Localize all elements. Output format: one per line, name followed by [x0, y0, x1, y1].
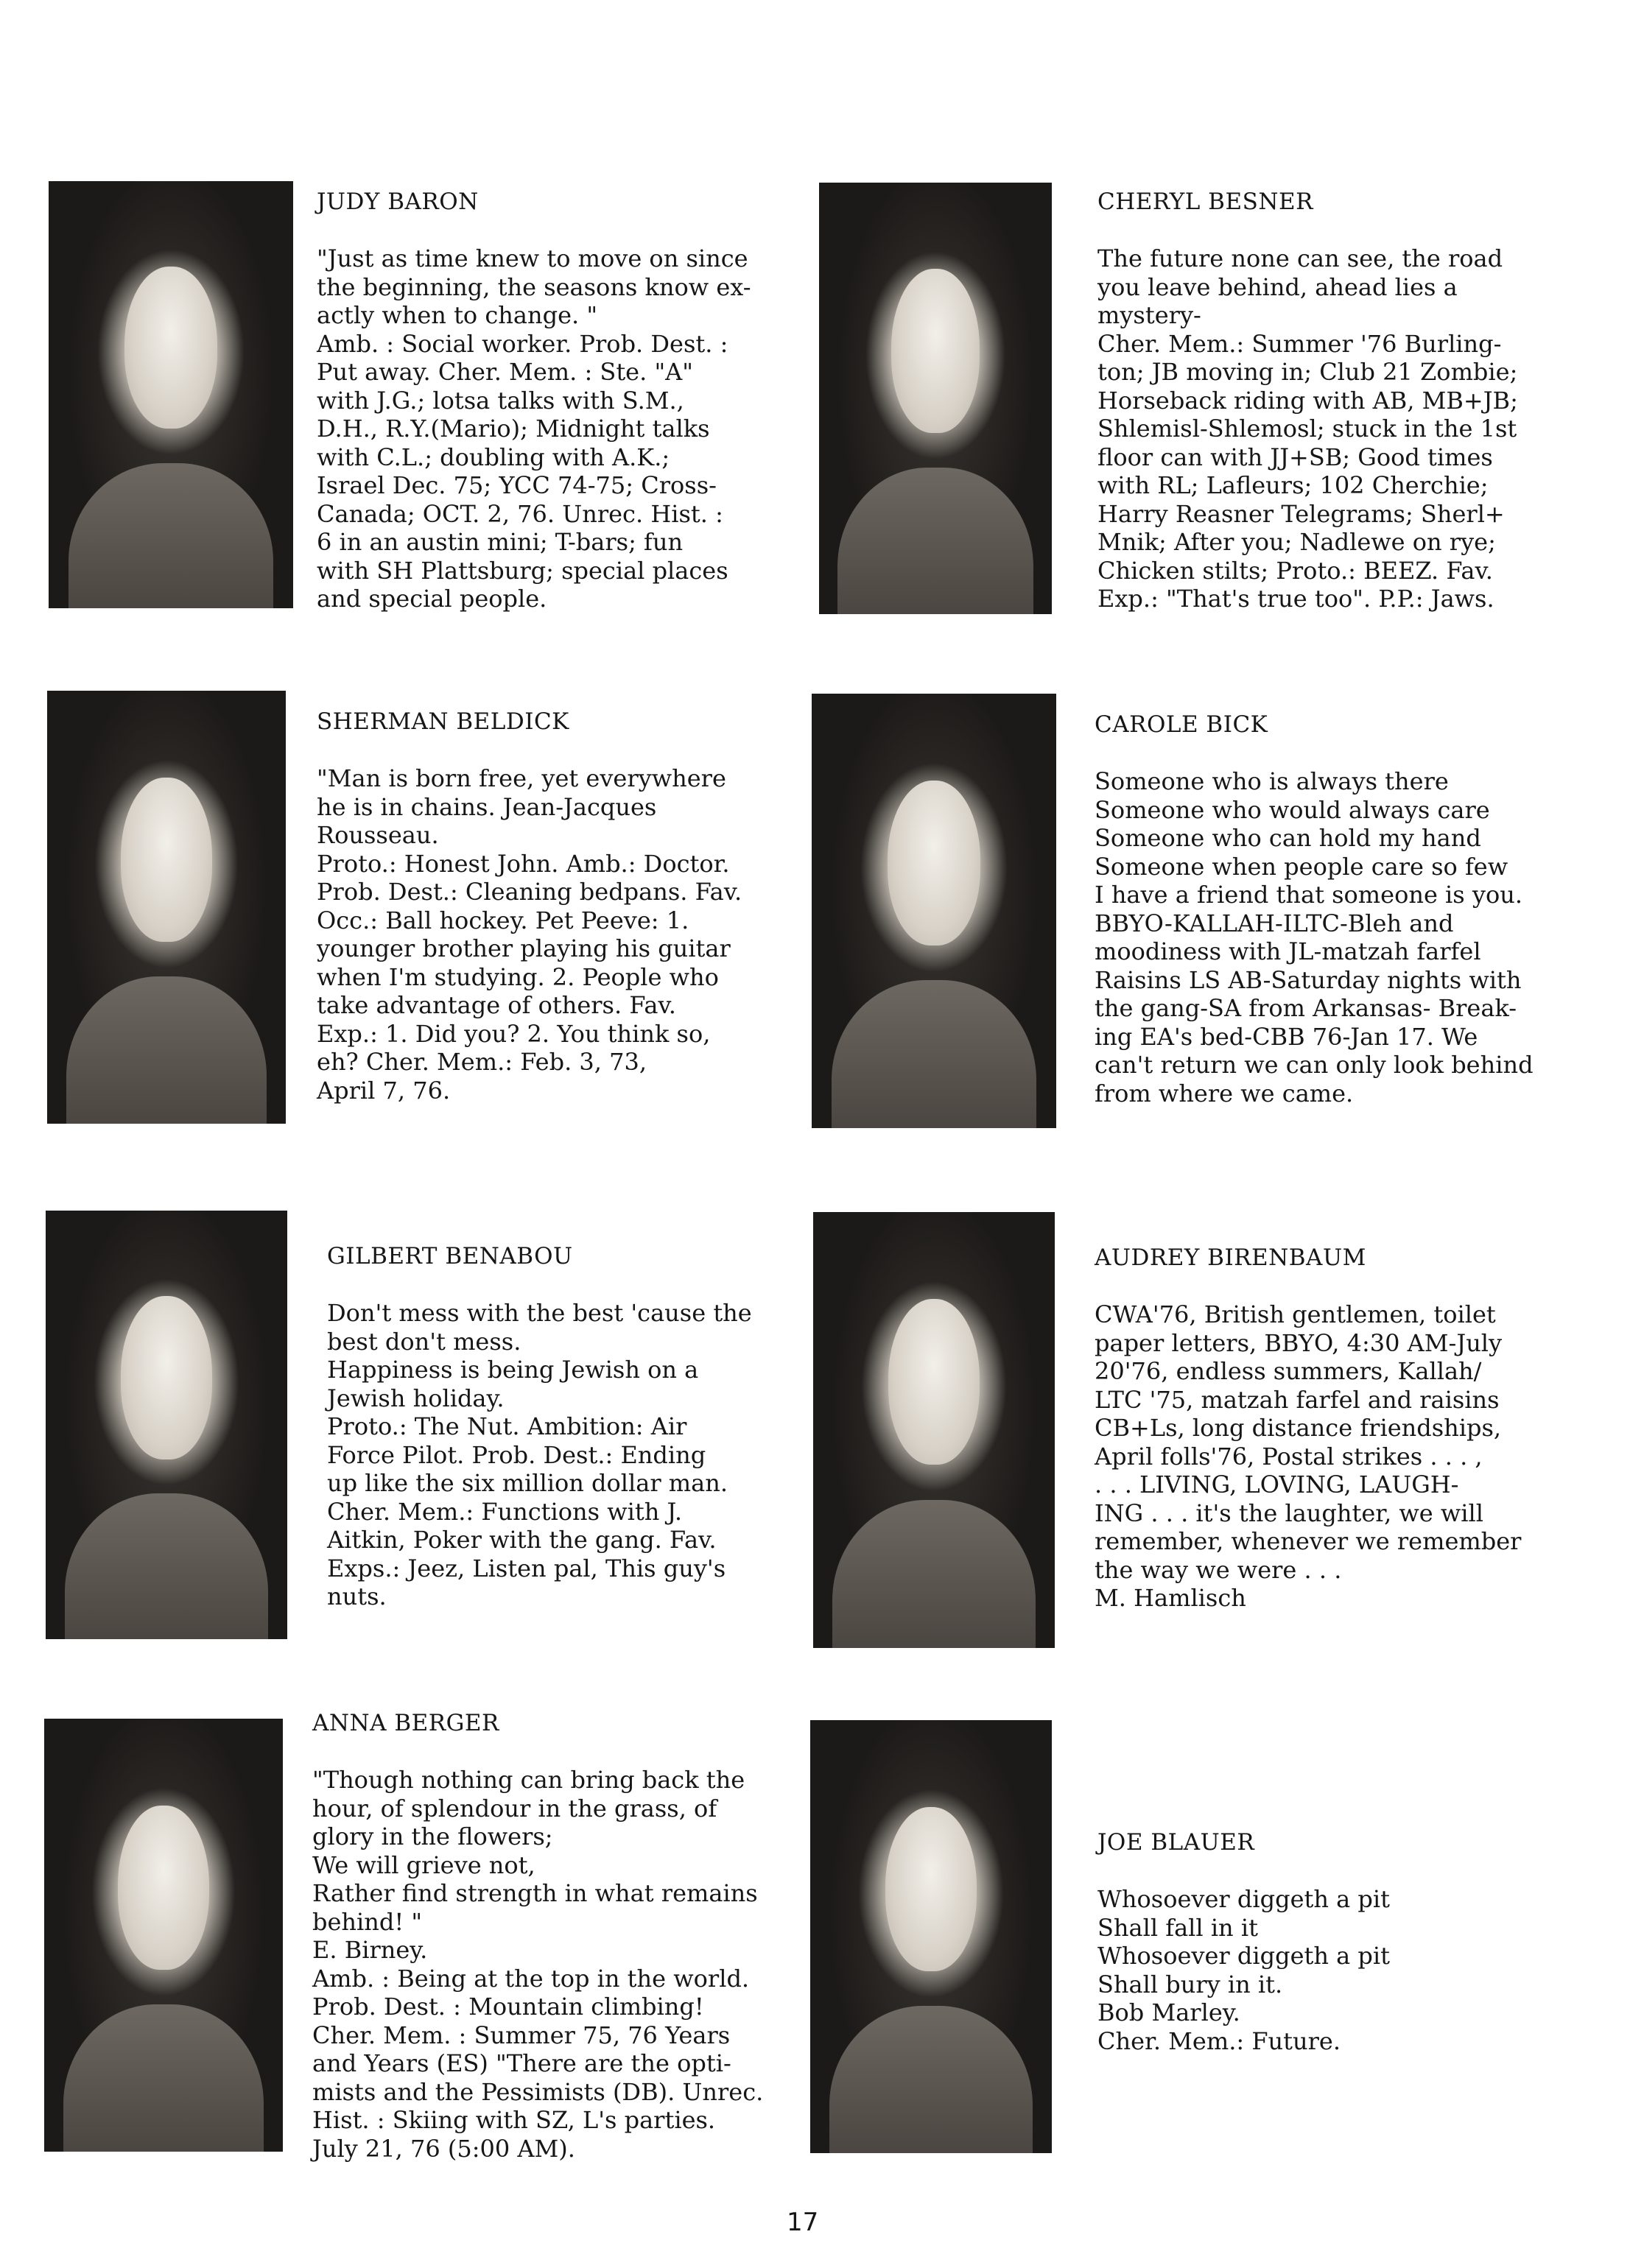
body-line: eh? Cher. Mem.: Feb. 3, 73, — [317, 1048, 647, 1076]
portrait-photo — [44, 1719, 283, 2152]
body-line: Force Pilot. Prob. Dest.: Ending — [327, 1440, 706, 1469]
body-line: paper letters, BBYO, 4:30 AM-July — [1095, 1328, 1503, 1357]
body-line: Harry Reasner Telegrams; Sherl+ — [1097, 499, 1505, 528]
portrait-face — [118, 1806, 208, 1970]
body-line: "Just as time knew to move on since — [317, 244, 748, 272]
portrait-photo — [812, 694, 1056, 1128]
portrait-photo — [47, 691, 286, 1124]
portrait-photo — [46, 1211, 287, 1639]
student-name: SHERMAN BELDICK — [317, 708, 569, 735]
body-line: Cher. Mem.: Functions with J. — [327, 1497, 683, 1526]
body-line: from where we came. — [1095, 1079, 1354, 1107]
body-line: Raisins LS AB-Saturday nights with — [1095, 965, 1522, 994]
body-line: BBYO-KALLAH-ILTC-Bleh and — [1095, 909, 1454, 937]
body-line: the gang-SA from Arkansas- Break- — [1095, 994, 1517, 1022]
body-line: Cher. Mem.: Future. — [1097, 2026, 1341, 2055]
body-line: with C.L.; doubling with A.K.; — [317, 443, 670, 471]
body-line: ING . . . it's the laughter, we will — [1095, 1498, 1483, 1527]
body-line: Aitkin, Poker with the gang. Fav. — [327, 1526, 717, 1554]
student-name: JOE BLAUER — [1097, 1829, 1255, 1856]
body-line: he is in chains. Jean-Jacques — [317, 792, 657, 821]
student-name: GILBERT BENABOU — [327, 1243, 573, 1269]
body-line: Shlemisl-Shlemosl; stuck in the 1st — [1097, 415, 1517, 443]
body-line: Whosoever diggeth a pit — [1097, 1942, 1390, 1970]
body-line: actly when to change. " — [317, 301, 598, 329]
portrait-face — [891, 269, 980, 433]
body-line: when I'm studying. 2. People who — [317, 962, 719, 991]
body-line: ton; JB moving in; Club 21 Zombie; — [1097, 358, 1518, 386]
body-line: glory in the flowers; — [312, 1822, 553, 1850]
body-line: Exps.: Jeez, Listen pal, This guy's — [327, 1554, 726, 1582]
portrait-face — [888, 1299, 980, 1465]
body-line: up like the six million dollar man. — [327, 1469, 728, 1497]
body-line: best don't mess. — [327, 1327, 521, 1356]
body-line: Mnik; After you; Nadlewe on rye; — [1097, 528, 1496, 556]
body-line: nuts. — [327, 1582, 387, 1610]
entry-body — [1097, 1885, 1390, 2055]
body-line: Happiness is being Jewish on a — [327, 1356, 699, 1384]
body-line: Horseback riding with AB, MB+JB; — [1097, 386, 1518, 415]
body-line: Someone who would always care — [1095, 795, 1490, 824]
body-line: LTC '75, matzah farfel and raisins — [1095, 1385, 1500, 1414]
body-line: Cher. Mem. : Summer 75, 76 Years — [312, 2021, 731, 2049]
body-line: and Years (ES) "There are the opti- — [312, 2049, 731, 2077]
portrait-face — [124, 267, 217, 429]
entry-body — [312, 1766, 763, 2163]
body-line: ing EA's bed-CBB 76-Jan 17. We — [1095, 1022, 1478, 1051]
entry-text — [317, 189, 751, 613]
portrait-photo — [810, 1720, 1052, 2153]
body-line: Proto.: Honest John. Amb.: Doctor. — [317, 849, 730, 878]
body-line: Prob. Dest. : Mountain climbing! — [312, 1993, 704, 2021]
entry-body — [1095, 1300, 1521, 1613]
portrait-shoulders — [66, 976, 267, 1124]
student-name: JUDY BARON — [317, 189, 479, 215]
body-line: Proto.: The Nut. Ambition: Air — [327, 1412, 687, 1440]
entry-body — [317, 244, 751, 613]
entry-body — [317, 764, 742, 1105]
entry-text — [1095, 1244, 1521, 1613]
body-line: Prob. Dest.: Cleaning bedpans. Fav. — [317, 878, 742, 906]
portrait-photo — [813, 1212, 1055, 1648]
student-name: CAROLE BICK — [1095, 711, 1268, 738]
body-line: the way we were . . . — [1095, 1555, 1342, 1584]
body-line: April folls'76, Postal strikes . . . , — [1095, 1442, 1483, 1471]
body-line: take advantage of others. Fav. — [317, 991, 676, 1019]
body-line: Bob Marley. — [1097, 1998, 1240, 2026]
body-line: with J.G.; lotsa talks with S.M., — [317, 386, 684, 415]
body-line: with RL; Lafleurs; 102 Cherchie; — [1097, 471, 1489, 499]
body-line: Rousseau. — [317, 821, 439, 849]
portrait-shoulders — [829, 2006, 1033, 2153]
entry-body — [1097, 244, 1518, 613]
entry-text — [317, 708, 742, 1105]
body-line: and special people. — [317, 585, 547, 613]
entry-text — [312, 1710, 763, 2163]
body-line: can't return we can only look behind — [1095, 1051, 1534, 1079]
body-line: Amb. : Social worker. Prob. Dest. : — [317, 329, 728, 358]
body-line: 6 in an austin mini; T-bars; fun — [317, 528, 684, 556]
body-line: Someone who can hold my hand — [1095, 824, 1481, 852]
portrait-shoulders — [837, 468, 1033, 614]
student-name: ANNA BERGER — [312, 1710, 499, 1736]
portrait-face — [121, 1296, 213, 1459]
body-line: CB+Ls, long distance friendships, — [1095, 1414, 1502, 1442]
body-line: you leave behind, ahead lies a — [1097, 272, 1458, 301]
body-line: Don't mess with the best 'cause the — [327, 1299, 752, 1327]
body-line: I have a friend that someone is you. — [1095, 881, 1522, 909]
portrait-photo — [819, 183, 1052, 614]
body-line: behind! " — [312, 1907, 423, 1936]
body-line: Hist. : Skiing with SZ, L's parties. — [312, 2106, 716, 2134]
page-number: 17 — [787, 2208, 819, 2237]
body-line: Chicken stilts; Proto.: BEEZ. Fav. — [1097, 556, 1493, 585]
entry-text — [327, 1243, 752, 1611]
body-line: with SH Plattsburg; special places — [317, 556, 728, 585]
portrait-photo — [49, 181, 293, 608]
body-line: E. Birney. — [312, 1936, 428, 1964]
portrait-shoulders — [68, 463, 274, 608]
body-line: Shall bury in it. — [1097, 1970, 1283, 1998]
body-line: "Man is born free, yet everywhere — [317, 764, 726, 792]
body-line: Someone when people care so few — [1095, 852, 1508, 881]
portrait-face — [888, 781, 980, 945]
body-line: Shall fall in it — [1097, 1913, 1258, 1942]
body-line: Rather find strength in what remains — [312, 1879, 758, 1907]
body-line: CWA'76, British gentlemen, toilet — [1095, 1300, 1496, 1328]
body-line: . . . LIVING, LOVING, LAUGH- — [1095, 1471, 1459, 1498]
body-line: We will grieve not, — [312, 1850, 535, 1879]
body-line: M. Hamlisch — [1095, 1584, 1246, 1612]
entry-text — [1097, 189, 1518, 613]
body-line: Canada; OCT. 2, 76. Unrec. Hist. : — [317, 499, 723, 528]
body-line: Exp.: "That's true too". P.P.: Jaws. — [1097, 585, 1494, 613]
portrait-shoulders — [832, 980, 1037, 1128]
body-line: 20'76, endless summers, Kallah/ — [1095, 1357, 1482, 1385]
body-line: floor can with JJ+SB; Good times — [1097, 443, 1493, 471]
body-line: "Though nothing can bring back the — [312, 1766, 745, 1794]
body-line: Exp.: 1. Did you? 2. You think so, — [317, 1019, 711, 1048]
body-line: April 7, 76. — [317, 1076, 451, 1105]
body-line: remember, whenever we remember — [1095, 1527, 1522, 1555]
student-name: AUDREY BIRENBAUM — [1095, 1244, 1366, 1271]
body-line: hour, of splendour in the grass, of — [312, 1794, 717, 1822]
entry-text — [1097, 1829, 1390, 2055]
portrait-face — [885, 1807, 977, 1971]
body-line: mystery- — [1097, 301, 1201, 329]
entry-body — [1095, 767, 1534, 1107]
body-line: Jewish holiday. — [327, 1384, 505, 1412]
body-line: moodiness with JL-matzah farfel — [1095, 937, 1481, 965]
body-line: the beginning, the seasons know ex- — [317, 272, 751, 301]
body-line: Whosoever diggeth a pit — [1097, 1885, 1390, 1913]
body-line: mists and the Pessimists (DB). Unrec. — [312, 2077, 764, 2106]
body-line: Put away. Cher. Mem. : Ste. "A" — [317, 358, 693, 386]
portrait-face — [121, 778, 211, 942]
body-line: July 21, 76 (5:00 AM). — [312, 2134, 575, 2163]
body-line: The future none can see, the road — [1097, 244, 1503, 272]
portrait-shoulders — [65, 1493, 268, 1639]
entry-text — [1095, 711, 1534, 1107]
portrait-shoulders — [832, 1500, 1036, 1648]
entry-body — [327, 1299, 752, 1611]
body-line: Israel Dec. 75; YCC 74-75; Cross- — [317, 471, 717, 499]
body-line: Someone who is always there — [1095, 767, 1449, 795]
body-line: Cher. Mem.: Summer '76 Burling- — [1097, 329, 1502, 358]
portrait-shoulders — [63, 2004, 264, 2152]
body-line: Amb. : Being at the top in the world. — [312, 1964, 750, 1993]
body-line: D.H., R.Y.(Mario); Midnight talks — [317, 415, 710, 443]
student-name: CHERYL BESNER — [1097, 189, 1313, 215]
body-line: younger brother playing his guitar — [317, 934, 731, 962]
body-line: Occ.: Ball hockey. Pet Peeve: 1. — [317, 906, 689, 934]
